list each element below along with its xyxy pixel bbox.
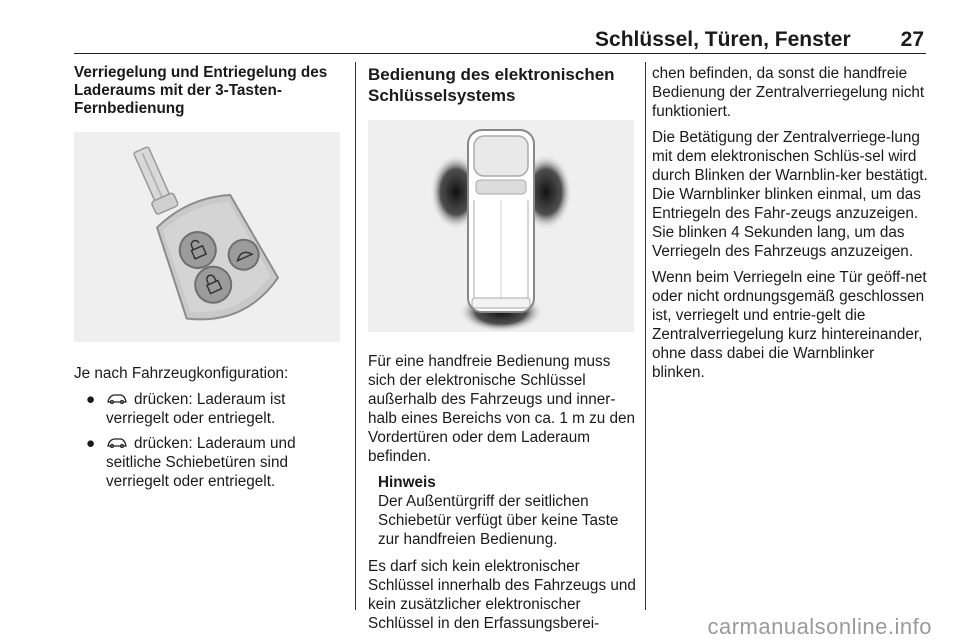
bullet: ● xyxy=(86,435,96,452)
list-item xyxy=(74,390,344,428)
column-3 xyxy=(652,64,928,389)
column-divider-1 xyxy=(355,62,356,610)
intro-text: Je nach Fahrzeugkonfiguration: xyxy=(74,365,289,382)
bullet-text: drücken: Laderaum ist verriegelt oder entriegelt. xyxy=(106,391,286,427)
section-heading: Bedienung des elektronischen Schlüsselsystems xyxy=(368,65,615,105)
header-title: Schlüssel, Türen, Fenster xyxy=(595,28,851,51)
watermark: carmanualsonline.info xyxy=(707,614,932,639)
vehicle-topview-icon xyxy=(368,120,634,332)
bullet-text: drücken: Laderaum und seitliche Schiebetüren sind verriegelt oder entriegelt. xyxy=(106,435,296,490)
bullet: ● xyxy=(86,391,96,408)
section-subheading: Verriegelung und Entriegelung des Laderaums mit der 3-Tasten-Fernbedienung xyxy=(74,64,328,117)
column-2 xyxy=(368,64,636,640)
note-title: Hinweis xyxy=(378,474,436,491)
paragraph: Es darf sich kein elektronischer Schlüssel innerhalb des Fahrzeugs und kein zusätzlicher elektronischer Schlüssel in den Erfassungsberei- xyxy=(368,558,636,632)
note-text: Der Außentürgriff der seitlichen Schiebetür verfügt über keine Taste zur handfreien Bedienung. xyxy=(378,493,619,548)
vehicle-detection-zones-illustration xyxy=(368,120,634,332)
key-fob-illustration xyxy=(74,132,340,342)
column-divider-2 xyxy=(645,62,646,610)
header-rule xyxy=(74,53,926,54)
column-1 xyxy=(74,64,344,497)
key-fob-icon xyxy=(74,132,340,342)
paragraph: chen befinden, da sonst die handfreie Bedienung der Zentralverriegelung nicht funktioniert. xyxy=(652,65,925,120)
paragraph: Die Betätigung der Zentralverriege-lung mit dem elektronischen Schlüs-sel wird durch Blinken der Warnblin-ker bestätigt. Die Warnblinker blinken einmal, um das Entriegeln des Fahr-zeugs anzuzeigen. Sie blinken 4 Sekunden lang, um das Verriegeln des Fahrzeugs anzuzeigen. xyxy=(652,129,928,260)
car-button-icon xyxy=(106,434,128,453)
note-box xyxy=(368,473,636,549)
page-header xyxy=(74,30,924,52)
car-button-icon xyxy=(106,390,128,409)
config-list xyxy=(74,390,344,491)
list-item xyxy=(74,434,344,491)
paragraph: Für eine handfreie Bedienung muss sich der elektronische Schlüssel außerhalb des Fahrzeugs und inner-halb eines Bereichs von ca. 1 m zu den Vordertüren oder dem Laderaum befinden. xyxy=(368,353,636,465)
page-number: 27 xyxy=(900,28,924,51)
paragraph: Wenn beim Verriegeln eine Tür geöff-net oder nicht ordnungsgemäß geschlossen ist, verriegelt und entrie-gelt die Zentralverriegelung kurz hintereinander, ohne dass dabei die Warnblinker blinken. xyxy=(652,269,927,381)
